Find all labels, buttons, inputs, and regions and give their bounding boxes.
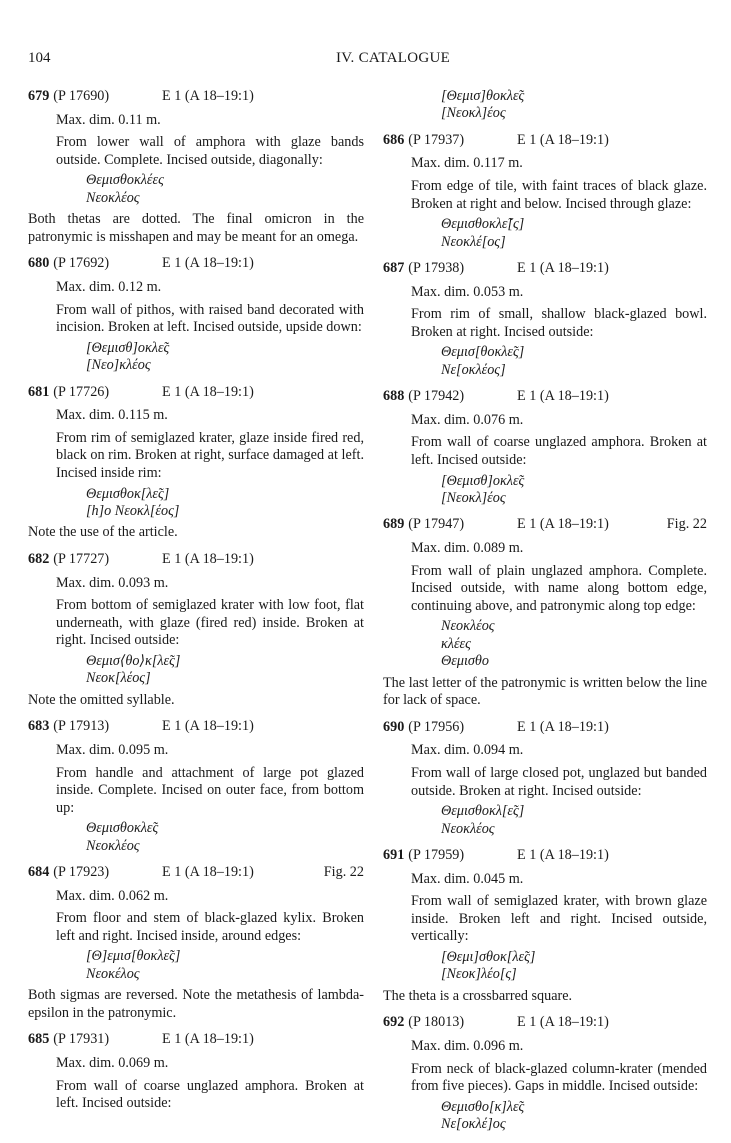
- entry-body: [28, 888, 364, 946]
- greek-line: Νεοκλέος: [86, 189, 140, 206]
- max-dimension: Max. dim. 0.117 m.: [411, 155, 523, 172]
- deposit-context: E 1 (A 18–19:1): [162, 1031, 254, 1048]
- inventory-number: (P 17947): [408, 516, 465, 533]
- greek-line: [Θεμι]σθοκ[λε̃ς]: [441, 948, 536, 965]
- inscription: [383, 473, 707, 508]
- continued-inscription: [383, 88, 707, 123]
- description: From wall of semiglazed krater, with brown glaze inside. Broken left and right. Incised outside, vertically:: [411, 893, 707, 945]
- max-dimension: Max. dim. 0.089 m.: [411, 539, 524, 556]
- inscription: [383, 344, 707, 379]
- inscription: [383, 618, 707, 670]
- catalogue-entry: [383, 719, 707, 838]
- greek-line: Θεμισ⟨θο⟩κ[λε̃ς]: [86, 652, 181, 669]
- inventory-number: (P 17692): [53, 255, 110, 272]
- inventory-number: (P 17690): [53, 88, 110, 104]
- inventory-number: (P 17959): [408, 846, 465, 863]
- entry-number: 690: [383, 718, 405, 735]
- greek-line: [Νεοκ]λέο[ς]: [441, 966, 517, 983]
- greek-line: Θεμισθοκλ[ε̃ς]: [441, 803, 525, 820]
- inventory-number: (P 17938): [408, 260, 465, 276]
- deposit-context: E 1 (A 18–19:1): [162, 88, 254, 104]
- greek-line: Νεοκ[λέος]: [86, 670, 151, 687]
- deposit-context: E 1 (A 18–19:1): [517, 718, 609, 735]
- catalogue-entry: [28, 551, 364, 709]
- entry-number: 688: [383, 388, 405, 405]
- max-dimension: Max. dim. 0.069 m.: [56, 1055, 169, 1072]
- greek-line: [Θεμισθ]οκλε̃ς: [441, 472, 525, 489]
- catalogue-entry: [28, 88, 364, 246]
- catalogue-entry: [28, 255, 364, 374]
- greek-line: [Νεοκλ]έος: [441, 105, 506, 122]
- entry-number: 689: [383, 516, 405, 533]
- inventory-number: (P 17942): [408, 388, 465, 405]
- inventory-number: (P 17726): [53, 383, 110, 400]
- entry-number: 684: [28, 864, 50, 881]
- entry-body: [383, 871, 707, 946]
- description: From edge of tile, with faint traces of black glaze. Broken at right and below. Incised through glaze:: [411, 178, 707, 212]
- inventory-number: (P 18013): [408, 1014, 465, 1031]
- entry-body: [28, 742, 364, 817]
- deposit-context: E 1 (A 18–19:1): [162, 864, 254, 881]
- entry-heading: [383, 132, 707, 150]
- catalogue-entry: [383, 516, 707, 709]
- inventory-number: (P 17913): [53, 718, 110, 735]
- entry-body: [28, 575, 364, 650]
- catalogue-entry: [383, 388, 707, 507]
- description: From wall of pithos, with raised band decorated with incision. Broken at left. Incised outside, upside down:: [56, 301, 364, 336]
- entry-heading: [383, 719, 707, 737]
- greek-line: [Νεο]κλέος: [86, 357, 151, 374]
- greek-line: Θεμισθο[κ]λε̃ς: [441, 1098, 525, 1115]
- figure-reference: Fig. 22: [323, 864, 364, 881]
- inventory-number: (P 17931): [53, 1031, 110, 1048]
- inscription: [28, 948, 364, 983]
- catalogue-entry: [28, 1031, 364, 1112]
- greek-line: [Νεοκλ]έος: [441, 489, 506, 506]
- entry-heading: [28, 718, 364, 736]
- entry-body: [383, 540, 707, 615]
- greek-line: Νεοκλέος: [441, 820, 495, 837]
- greek-line: Θεμισ[θοκλε̃ς]: [441, 344, 525, 361]
- inscription: [28, 820, 364, 855]
- entry-number: 686: [383, 131, 405, 148]
- right-column: [383, 88, 707, 1143]
- description: From neck of black-glazed column-krater (mended from five pieces). Gaps in middle. Incised outside:: [411, 1060, 707, 1095]
- greek-line: Θεμισθοκλέες: [86, 172, 164, 189]
- inscription: [383, 803, 707, 838]
- max-dimension: Max. dim. 0.115 m.: [56, 407, 168, 424]
- entry-heading: [28, 864, 364, 882]
- description: From wall of plain unglazed amphora. Complete. Incised outside, with name along bottom edge, continuing above, and patronymic along top edge:: [411, 562, 707, 614]
- entry-number: 691: [383, 846, 405, 863]
- inscription: [383, 216, 707, 251]
- entry-heading: [28, 1031, 364, 1049]
- max-dimension: Max. dim. 0.096 m.: [411, 1037, 524, 1054]
- entry-note: The last letter of the patronymic is written below the line for lack of space.: [383, 674, 707, 709]
- left-column: [28, 88, 364, 1122]
- max-dimension: Max. dim. 0.11 m.: [56, 111, 161, 128]
- inventory-number: (P 17727): [53, 550, 110, 567]
- inscription: [28, 340, 364, 375]
- inventory-number: (P 17937): [408, 131, 465, 148]
- entry-body: [383, 1038, 707, 1096]
- greek-line: [Θ]εμισ[θοκλε̃ς]: [86, 948, 181, 965]
- greek-line: Νεοκλέος: [86, 837, 140, 854]
- catalogue-entry: [28, 718, 364, 855]
- deposit-context: E 1 (A 18–19:1): [517, 260, 609, 276]
- entry-heading: [383, 388, 707, 406]
- greek-line: Νεοκέλος: [86, 965, 140, 982]
- greek-line: Νεοκλέ[ος]: [441, 233, 506, 250]
- entry-note: Note the use of the article.: [28, 524, 178, 541]
- max-dimension: Max. dim. 0.062 m.: [56, 887, 169, 904]
- entry-heading: [383, 1014, 707, 1032]
- inscription: [383, 949, 707, 984]
- greek-line: Θεμισθοκλε̃ς: [86, 820, 159, 837]
- entry-number: 683: [28, 718, 50, 735]
- inscription: [28, 172, 364, 207]
- entry-body: [383, 742, 707, 800]
- entry-body: [383, 155, 707, 213]
- description: From wall of large closed pot, unglazed but banded outside. Broken at right. Incised outside:: [411, 764, 707, 799]
- entry-heading: [383, 260, 707, 278]
- deposit-context: E 1 (A 18–19:1): [162, 255, 254, 272]
- entry-body: [28, 112, 364, 170]
- entry-heading: [383, 847, 707, 865]
- description: From handle and attachment of large pot glazed inside. Complete. Incised on outer face, from bottom up:: [56, 764, 364, 816]
- entry-note: The theta is a crossbarred square.: [383, 987, 573, 1004]
- entry-number: 682: [28, 550, 50, 567]
- description: From wall of coarse unglazed amphora. Broken at left. Incised outside:: [411, 434, 707, 468]
- entry-number: 692: [383, 1014, 405, 1031]
- entry-body: [28, 279, 364, 337]
- entry-note: Both sigmas are reversed. Note the metathesis of lambda-epsilon in the patronymic.: [28, 987, 364, 1021]
- entry-number: 687: [383, 260, 405, 276]
- inventory-number: (P 17956): [408, 718, 465, 735]
- inventory-number: (P 17923): [53, 864, 110, 881]
- entry-number: 680: [28, 255, 50, 272]
- greek-line: Θεμισθοκ[λε̃ς]: [86, 485, 170, 502]
- description: From floor and stem of black-glazed kylix. Broken left and right. Incised inside, around edges:: [56, 910, 364, 944]
- deposit-context: E 1 (A 18–19:1): [517, 131, 609, 148]
- description: From bottom of semiglazed krater with low foot, flat underneath, with glaze (fired red) inside. Broken at right. Incised outside:: [56, 597, 364, 649]
- catalogue-entry: [28, 384, 364, 542]
- max-dimension: Max. dim. 0.094 m.: [411, 742, 524, 759]
- max-dimension: Max. dim. 0.045 m.: [411, 870, 524, 887]
- deposit-context: E 1 (A 18–19:1): [162, 383, 254, 400]
- deposit-context: E 1 (A 18–19:1): [517, 516, 609, 533]
- page-header: [26, 50, 705, 72]
- entry-number: 679: [28, 88, 50, 104]
- greek-line: Θεμισθοκλε̃[ς]: [441, 216, 525, 233]
- greek-line: [Θεμισ]θοκλε̃ς: [441, 88, 525, 104]
- description: From wall of coarse unglazed amphora. Broken at left. Incised outside:: [56, 1077, 364, 1112]
- greek-line: [h]ο Νεοκλ[έος]: [86, 502, 180, 519]
- greek-line: Θεμισθο: [441, 653, 489, 670]
- catalogue-entry: [28, 864, 364, 1022]
- max-dimension: Max. dim. 0.093 m.: [56, 574, 169, 591]
- entry-heading: [28, 384, 364, 402]
- catalogue-entry: [383, 1014, 707, 1133]
- max-dimension: Max. dim. 0.053 m.: [411, 283, 524, 300]
- deposit-context: E 1 (A 18–19:1): [517, 1014, 609, 1031]
- entry-body: [383, 284, 707, 342]
- page-number: 104: [28, 50, 51, 66]
- entry-heading: [28, 88, 364, 106]
- figure-reference: Fig. 22: [666, 516, 707, 533]
- greek-line: Νεοκλέος: [441, 618, 495, 635]
- catalogue-entry: [383, 260, 707, 379]
- greek-line: Νε[οκλέ]ος: [441, 1116, 506, 1133]
- deposit-context: E 1 (A 18–19:1): [162, 718, 254, 735]
- deposit-context: E 1 (A 18–19:1): [162, 550, 254, 567]
- catalogue-entry: [383, 847, 707, 1005]
- catalogue-entry: [383, 132, 707, 251]
- entry-body: [28, 1055, 364, 1113]
- description: From rim of semiglazed krater, glaze inside fired red, black on rim. Broken at right, surface damaged at left. Incised inside rim:: [56, 429, 364, 481]
- entry-body: [383, 412, 707, 470]
- max-dimension: Max. dim. 0.095 m.: [56, 741, 169, 758]
- entry-body: [28, 407, 364, 482]
- inscription: [383, 1099, 707, 1134]
- entry-heading: [28, 551, 364, 569]
- description: From lower wall of amphora with glaze bands outside. Complete. Incised outside, diagonally:: [56, 134, 364, 168]
- entry-number: 685: [28, 1031, 50, 1048]
- inscription: [28, 486, 364, 521]
- entry-note: Both thetas are dotted. The final omicron in the patronymic is misshapen and may be meant for an omega.: [28, 211, 364, 245]
- greek-line: κλέες: [441, 635, 471, 652]
- greek-line: Νε[οκλέος]: [441, 361, 506, 378]
- max-dimension: Max. dim. 0.12 m.: [56, 278, 162, 295]
- entry-number: 681: [28, 383, 50, 400]
- entry-note: Note the omitted syllable.: [28, 691, 175, 708]
- running-title: IV. CATALOGUE: [336, 50, 451, 66]
- deposit-context: E 1 (A 18–19:1): [517, 846, 609, 863]
- inscription: [28, 653, 364, 688]
- entry-heading: [383, 516, 707, 534]
- greek-line: [Θεμισθ]οκλε̃ς: [86, 339, 170, 356]
- entry-heading: [28, 255, 364, 273]
- description: From rim of small, shallow black-glazed bowl. Broken at right. Incised outside:: [411, 306, 707, 340]
- deposit-context: E 1 (A 18–19:1): [517, 388, 609, 405]
- max-dimension: Max. dim. 0.076 m.: [411, 411, 524, 428]
